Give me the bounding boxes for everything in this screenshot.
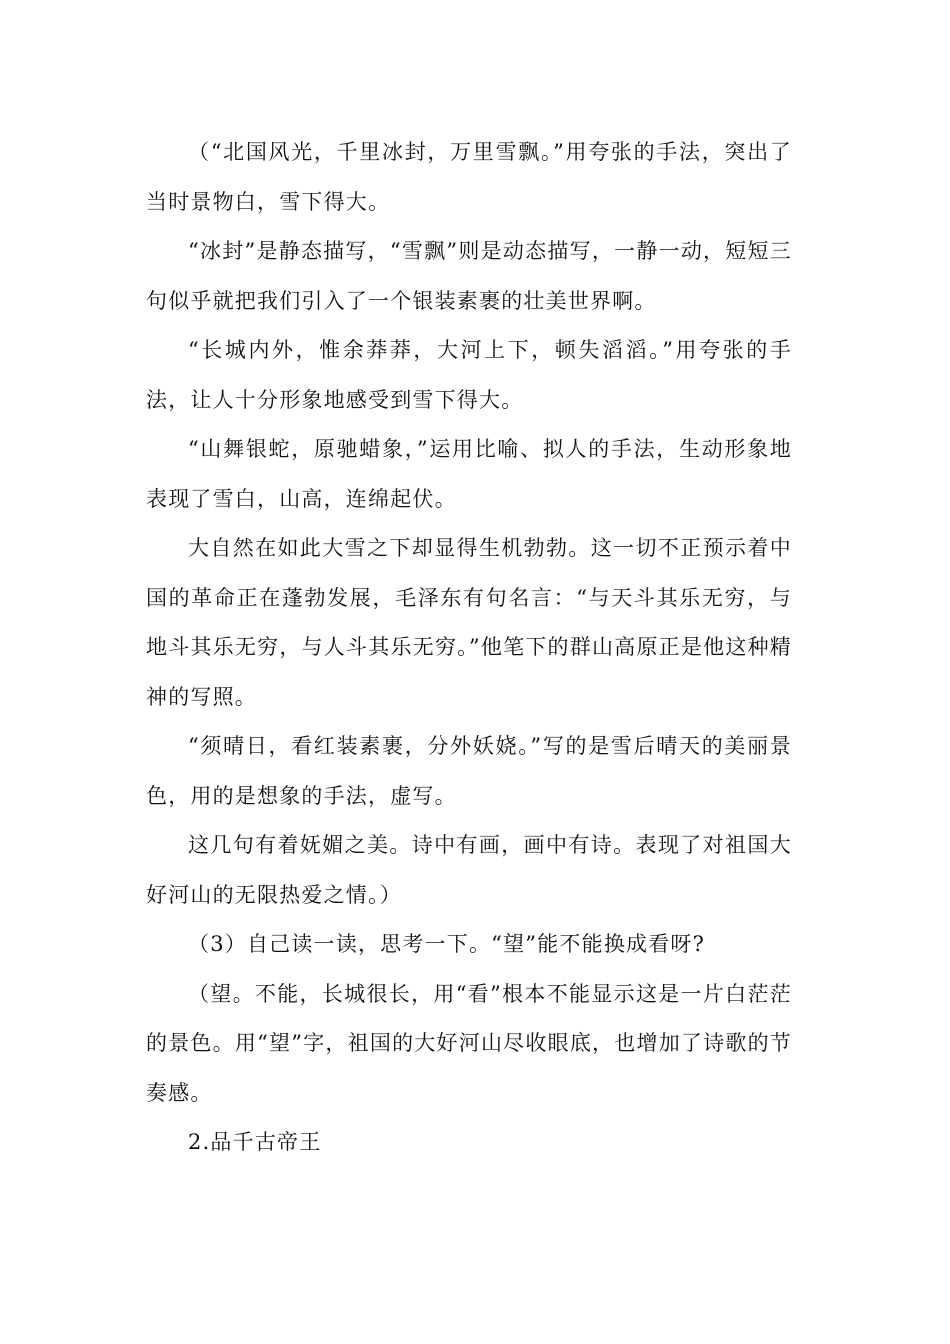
paragraph-silver-snake: “山舞银蛇，原驰蜡象，”运用比喻、拟人的手法，生动形象地表现了雪白，山高，连绵起伏。	[146, 437, 792, 511]
paragraph-nature-vitality: 大自然在如此大雪之下却显得生机勃勃。这一切不正预示着中国的革命正在蓬勃发展，毛泽东有句名言：“与天斗其乐无穷，与地斗其乐无穷，与人斗其乐无穷。”他笔下的群山高原正是他这种精神的写照。	[146, 536, 792, 709]
paragraph-charm: 这几句有着妩媚之美。诗中有画，画中有诗。表现了对祖国大好河山的无限热爱之情。）	[146, 833, 792, 907]
paragraph-scenery-intro: （“北国风光，千里冰封，万里雪飘。”用夸张的手法，突出了当时景物白，雪下得大。	[146, 140, 792, 214]
document-body	[146, 128, 792, 1168]
paragraph-static-dynamic: “冰封”是静态描写，“雪飘”则是动态描写，一静一动，短短三句似乎就把我们引入了一个银装素裹的壮美世界啊。	[146, 239, 792, 313]
paragraph-great-wall: “长城内外，惟余莽莽，大河上下，顿失滔滔。”用夸张的手法，让人十分形象地感受到雪下得大。	[146, 338, 792, 412]
paragraph-sunny-day: “须晴日，看红装素裹，分外妖娆。”写的是雪后晴天的美丽景色，用的是想象的手法，虚写。	[146, 734, 792, 808]
paragraph-answer: （望。不能，长城很长，用“看”根本不能显示这是一片白茫茫的景色。用“望”字，祖国的大好河山尽收眼底，也增加了诗歌的节奏感。	[146, 981, 792, 1105]
section-heading: 2.品千古帝王	[188, 1130, 322, 1154]
paragraph-question: （3）自己读一读，思考一下。“望”能不能换成看呀?	[188, 932, 706, 956]
